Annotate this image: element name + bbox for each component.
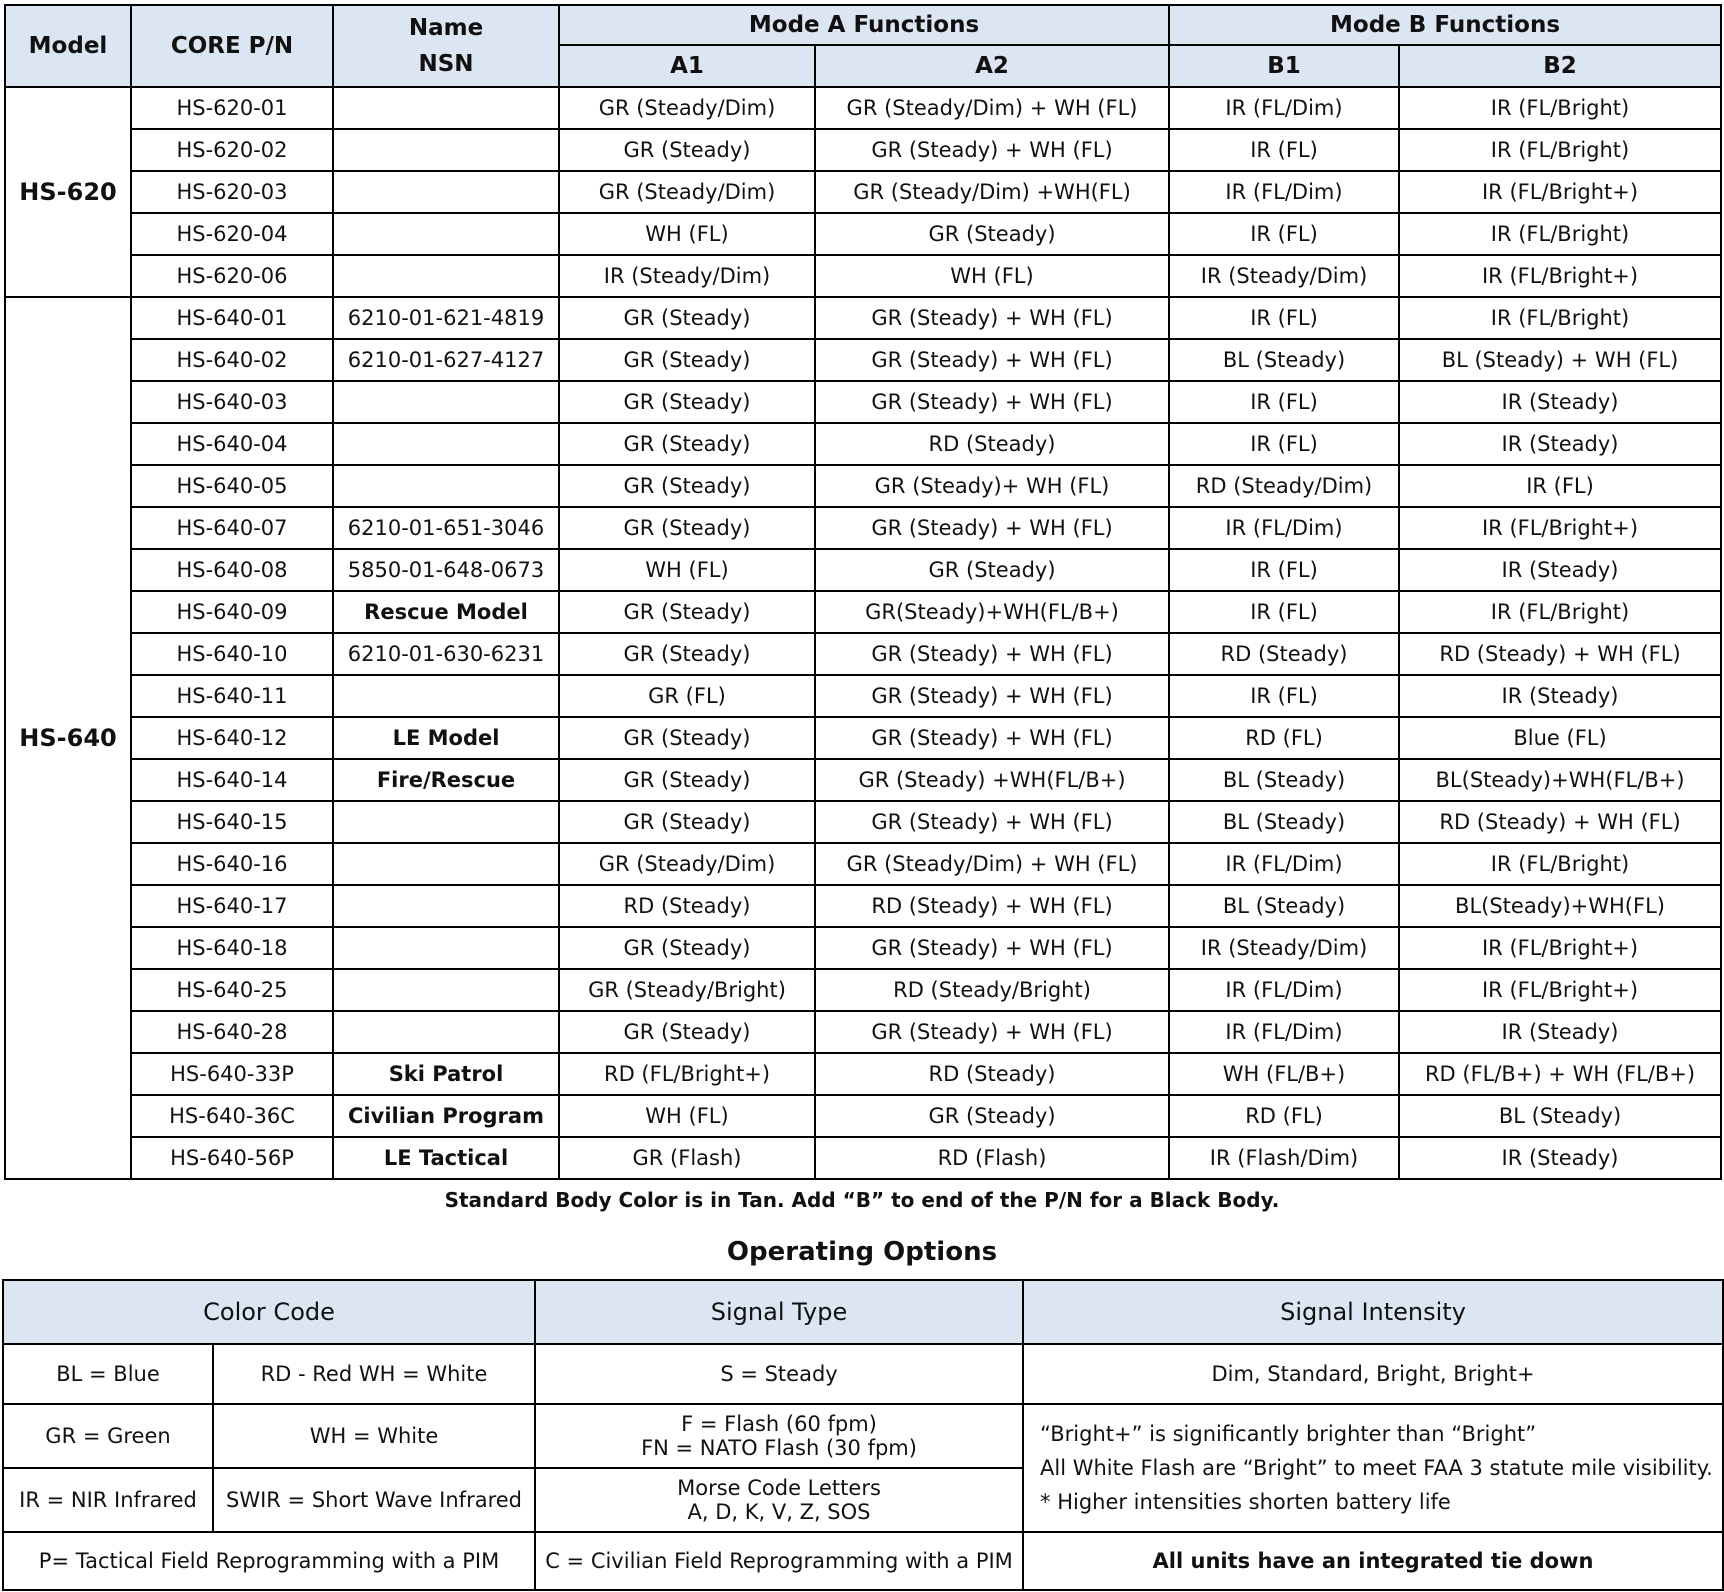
a1-cell: GR (Steady/Dim) bbox=[559, 171, 815, 213]
nsn-cell: Ski Patrol bbox=[333, 1053, 559, 1095]
header-b2: B2 bbox=[1399, 45, 1721, 87]
intensity-note: “Bright+” is significantly brighter than “Bright” bbox=[1040, 1422, 1537, 1446]
nsn-cell bbox=[333, 129, 559, 171]
a2-cell: GR (Steady) + WH (FL) bbox=[815, 1011, 1169, 1053]
a2-cell: GR (Steady) +WH(FL/B+) bbox=[815, 759, 1169, 801]
table-row bbox=[5, 1011, 1721, 1053]
a1-cell: GR (Steady) bbox=[559, 927, 815, 969]
nsn-cell: LE Tactical bbox=[333, 1137, 559, 1179]
b1-cell: IR (Steady/Dim) bbox=[1169, 927, 1399, 969]
nsn-cell bbox=[333, 843, 559, 885]
a1-cell: WH (FL) bbox=[559, 549, 815, 591]
b2-cell: IR (FL) bbox=[1399, 465, 1721, 507]
table-row bbox=[5, 507, 1721, 549]
b1-cell: BL (Steady) bbox=[1169, 885, 1399, 927]
b2-cell: RD (Steady) + WH (FL) bbox=[1399, 633, 1721, 675]
b1-cell: IR (FL/Dim) bbox=[1169, 843, 1399, 885]
core-pn-cell: HS-620-04 bbox=[131, 213, 333, 255]
nsn-cell bbox=[333, 801, 559, 843]
b1-cell: RD (Steady/Dim) bbox=[1169, 465, 1399, 507]
operating-options-title: Operating Options bbox=[726, 1237, 998, 1267]
nsn-cell bbox=[333, 255, 559, 297]
a2-cell: GR (Steady) bbox=[815, 1095, 1169, 1137]
signal-type-steady: S = Steady bbox=[535, 1344, 1023, 1404]
b1-cell: IR (FL) bbox=[1169, 591, 1399, 633]
core-pn-cell: HS-640-07 bbox=[131, 507, 333, 549]
table-row bbox=[5, 465, 1721, 507]
b2-cell: IR (Steady) bbox=[1399, 1011, 1721, 1053]
table-row bbox=[5, 1137, 1721, 1179]
a1-cell: GR (Steady) bbox=[559, 591, 815, 633]
nsn-cell: Rescue Model bbox=[333, 591, 559, 633]
intensity-notes bbox=[1023, 1404, 1723, 1532]
core-pn-cell: HS-620-01 bbox=[131, 87, 333, 129]
tie-down-note: All units have an integrated tie down bbox=[1023, 1532, 1723, 1590]
color-code-gr: GR = Green bbox=[3, 1404, 213, 1468]
b1-cell: IR (FL/Dim) bbox=[1169, 171, 1399, 213]
nsn-cell bbox=[333, 423, 559, 465]
a2-cell: GR (Steady) bbox=[815, 213, 1169, 255]
table-row bbox=[5, 633, 1721, 675]
b2-cell: IR (FL/Bright) bbox=[1399, 591, 1721, 633]
b2-cell: IR (Steady) bbox=[1399, 549, 1721, 591]
header-signal-intensity: Signal Intensity bbox=[1023, 1280, 1723, 1344]
b1-cell: IR (FL) bbox=[1169, 297, 1399, 339]
b2-cell: RD (FL/B+) + WH (FL/B+) bbox=[1399, 1053, 1721, 1095]
table-row bbox=[5, 87, 1721, 129]
core-pn-cell: HS-640-18 bbox=[131, 927, 333, 969]
b2-cell: BL(Steady)+WH(FL) bbox=[1399, 885, 1721, 927]
color-code-ir: IR = NIR Infrared bbox=[3, 1468, 213, 1532]
b2-cell: IR (FL/Bright+) bbox=[1399, 969, 1721, 1011]
header-color-code: Color Code bbox=[3, 1280, 535, 1344]
core-pn-cell: HS-640-03 bbox=[131, 381, 333, 423]
a1-cell: WH (FL) bbox=[559, 1095, 815, 1137]
table-row bbox=[5, 801, 1721, 843]
a2-cell: GR (Steady/Dim) + WH (FL) bbox=[815, 843, 1169, 885]
table-row bbox=[5, 381, 1721, 423]
b2-cell: IR (Steady) bbox=[1399, 1137, 1721, 1179]
nsn-cell: 5850-01-648-0673 bbox=[333, 549, 559, 591]
color-code-swir: SWIR = Short Wave Infrared bbox=[213, 1468, 535, 1532]
header-model: Model bbox=[5, 5, 131, 87]
table-row bbox=[5, 591, 1721, 633]
core-pn-cell: HS-640-01 bbox=[131, 297, 333, 339]
intensity-note: All White Flash are “Bright” to meet FAA 3 statute mile visibility. bbox=[1040, 1456, 1713, 1480]
a1-cell: GR (Steady) bbox=[559, 129, 815, 171]
core-pn-cell: HS-620-03 bbox=[131, 171, 333, 213]
b1-cell: RD (FL) bbox=[1169, 1095, 1399, 1137]
table-row bbox=[5, 843, 1721, 885]
a2-cell: GR (Steady/Dim) +WH(FL) bbox=[815, 171, 1169, 213]
b2-cell: IR (Steady) bbox=[1399, 423, 1721, 465]
core-pn-cell: HS-640-11 bbox=[131, 675, 333, 717]
a2-cell: RD (Steady) + WH (FL) bbox=[815, 885, 1169, 927]
header-signal-type: Signal Type bbox=[535, 1280, 1023, 1344]
a2-cell: GR (Steady) + WH (FL) bbox=[815, 297, 1169, 339]
b1-cell: IR (FL) bbox=[1169, 129, 1399, 171]
a1-cell: IR (Steady/Dim) bbox=[559, 255, 815, 297]
b1-cell: IR (Steady/Dim) bbox=[1169, 255, 1399, 297]
nsn-cell bbox=[333, 969, 559, 1011]
core-pn-cell: HS-640-04 bbox=[131, 423, 333, 465]
core-pn-cell: HS-640-56P bbox=[131, 1137, 333, 1179]
b2-cell: IR (FL/Bright+) bbox=[1399, 171, 1721, 213]
table-row bbox=[5, 129, 1721, 171]
core-pn-cell: HS-640-25 bbox=[131, 969, 333, 1011]
core-pn-cell: HS-640-10 bbox=[131, 633, 333, 675]
core-pn-cell: HS-620-06 bbox=[131, 255, 333, 297]
nsn-cell: 6210-01-651-3046 bbox=[333, 507, 559, 549]
a1-cell: GR (Steady) bbox=[559, 1011, 815, 1053]
b2-cell: RD (Steady) + WH (FL) bbox=[1399, 801, 1721, 843]
b1-cell: IR (FL) bbox=[1169, 549, 1399, 591]
a2-cell: GR (Steady) + WH (FL) bbox=[815, 927, 1169, 969]
a2-cell: WH (FL) bbox=[815, 255, 1169, 297]
table-row bbox=[5, 549, 1721, 591]
core-pn-cell: HS-640-28 bbox=[131, 1011, 333, 1053]
a1-cell: GR (Steady) bbox=[559, 339, 815, 381]
nsn-cell: Fire/Rescue bbox=[333, 759, 559, 801]
nsn-cell bbox=[333, 465, 559, 507]
table-row bbox=[5, 1095, 1721, 1137]
a2-cell: GR (Steady/Dim) + WH (FL) bbox=[815, 87, 1169, 129]
operating-options-table bbox=[2, 1279, 1724, 1591]
b2-cell: IR (FL/Bright) bbox=[1399, 297, 1721, 339]
b1-cell: IR (FL) bbox=[1169, 213, 1399, 255]
table-row bbox=[5, 339, 1721, 381]
a2-cell: GR (Steady) + WH (FL) bbox=[815, 801, 1169, 843]
a1-cell: GR (Steady) bbox=[559, 423, 815, 465]
a2-cell: GR (Steady)+ WH (FL) bbox=[815, 465, 1169, 507]
intensity-levels: Dim, Standard, Bright, Bright+ bbox=[1023, 1344, 1723, 1404]
b2-cell: IR (FL/Bright) bbox=[1399, 213, 1721, 255]
color-code-wh: WH = White bbox=[213, 1404, 535, 1468]
p-reprogramming-note: P= Tactical Field Reprogramming with a PIM bbox=[3, 1532, 535, 1590]
b1-cell: IR (FL/Dim) bbox=[1169, 1011, 1399, 1053]
models-table bbox=[4, 4, 1722, 1180]
header-core-pn: CORE P/N bbox=[131, 5, 333, 87]
core-pn-cell: HS-640-33P bbox=[131, 1053, 333, 1095]
a1-cell: GR (FL) bbox=[559, 675, 815, 717]
a2-cell: GR (Steady) + WH (FL) bbox=[815, 339, 1169, 381]
table-row bbox=[5, 297, 1721, 339]
nsn-cell bbox=[333, 87, 559, 129]
morse-letters: A, D, K, V, Z, SOS bbox=[687, 1500, 871, 1524]
b1-cell: RD (Steady) bbox=[1169, 633, 1399, 675]
b2-cell: IR (FL/Bright+) bbox=[1399, 507, 1721, 549]
a2-cell: GR (Steady) + WH (FL) bbox=[815, 381, 1169, 423]
a1-cell: GR (Steady) bbox=[559, 297, 815, 339]
header-mode-a: Mode A Functions bbox=[559, 5, 1169, 45]
a1-cell: GR (Steady) bbox=[559, 759, 815, 801]
core-pn-cell: HS-640-12 bbox=[131, 717, 333, 759]
b1-cell: BL (Steady) bbox=[1169, 801, 1399, 843]
a1-cell: GR (Steady) bbox=[559, 633, 815, 675]
b2-cell: IR (FL/Bright) bbox=[1399, 129, 1721, 171]
a2-cell: GR (Steady) + WH (FL) bbox=[815, 507, 1169, 549]
nsn-cell bbox=[333, 381, 559, 423]
a2-cell: GR (Steady) + WH (FL) bbox=[815, 129, 1169, 171]
intensity-note: * Higher intensities shorten battery life bbox=[1040, 1490, 1451, 1514]
table-row bbox=[5, 213, 1721, 255]
a1-cell: GR (Steady/Dim) bbox=[559, 843, 815, 885]
header-a2: A2 bbox=[815, 45, 1169, 87]
b1-cell: IR (FL/Dim) bbox=[1169, 969, 1399, 1011]
b2-cell: IR (Steady) bbox=[1399, 381, 1721, 423]
models-table-body bbox=[5, 87, 1721, 1179]
nsn-cell bbox=[333, 885, 559, 927]
a1-cell: RD (FL/Bright+) bbox=[559, 1053, 815, 1095]
b2-cell: IR (Steady) bbox=[1399, 675, 1721, 717]
a1-cell: WH (FL) bbox=[559, 213, 815, 255]
core-pn-cell: HS-640-05 bbox=[131, 465, 333, 507]
core-pn-cell: HS-640-36C bbox=[131, 1095, 333, 1137]
b2-cell: BL(Steady)+WH(FL/B+) bbox=[1399, 759, 1721, 801]
core-pn-cell: HS-640-02 bbox=[131, 339, 333, 381]
b1-cell: RD (FL) bbox=[1169, 717, 1399, 759]
table-row bbox=[5, 423, 1721, 465]
nsn-cell: 6210-01-627-4127 bbox=[333, 339, 559, 381]
a2-cell: GR(Steady)+WH(FL/B+) bbox=[815, 591, 1169, 633]
b1-cell: IR (FL/Dim) bbox=[1169, 87, 1399, 129]
model-cell: HS-640 bbox=[5, 297, 131, 1179]
nsn-cell: 6210-01-621-4819 bbox=[333, 297, 559, 339]
b2-cell: IR (FL/Bright) bbox=[1399, 843, 1721, 885]
signal-type-nato-flash: FN = NATO Flash (30 fpm) bbox=[641, 1436, 917, 1460]
nsn-cell bbox=[333, 213, 559, 255]
nsn-cell: LE Model bbox=[333, 717, 559, 759]
a2-cell: GR (Steady) bbox=[815, 549, 1169, 591]
signal-type-flash: F = Flash (60 fpm) bbox=[681, 1412, 877, 1436]
header-mode-b: Mode B Functions bbox=[1169, 5, 1721, 45]
b1-cell: BL (Steady) bbox=[1169, 339, 1399, 381]
a1-cell: GR (Steady/Bright) bbox=[559, 969, 815, 1011]
header-name-nsn bbox=[333, 5, 559, 87]
a1-cell: GR (Steady) bbox=[559, 801, 815, 843]
morse-title: Morse Code Letters bbox=[677, 1476, 881, 1500]
b1-cell: IR (Flash/Dim) bbox=[1169, 1137, 1399, 1179]
table-row bbox=[5, 885, 1721, 927]
a2-cell: RD (Flash) bbox=[815, 1137, 1169, 1179]
a1-cell: GR (Steady) bbox=[559, 717, 815, 759]
b2-cell: IR (FL/Bright) bbox=[1399, 87, 1721, 129]
header-b1: B1 bbox=[1169, 45, 1399, 87]
core-pn-cell: HS-640-14 bbox=[131, 759, 333, 801]
b2-cell: IR (FL/Bright+) bbox=[1399, 255, 1721, 297]
table-row bbox=[5, 927, 1721, 969]
table-row bbox=[5, 1053, 1721, 1095]
b1-cell: IR (FL) bbox=[1169, 675, 1399, 717]
core-pn-cell: HS-620-02 bbox=[131, 129, 333, 171]
core-pn-cell: HS-640-17 bbox=[131, 885, 333, 927]
table-row bbox=[5, 969, 1721, 1011]
color-code-bl: BL = Blue bbox=[3, 1344, 213, 1404]
a2-cell: RD (Steady) bbox=[815, 423, 1169, 465]
core-pn-cell: HS-640-15 bbox=[131, 801, 333, 843]
a1-cell: GR (Steady) bbox=[559, 381, 815, 423]
b1-cell: IR (FL/Dim) bbox=[1169, 507, 1399, 549]
a2-cell: GR (Steady) + WH (FL) bbox=[815, 675, 1169, 717]
a2-cell: RD (Steady) bbox=[815, 1053, 1169, 1095]
nsn-cell bbox=[333, 675, 559, 717]
model-cell: HS-620 bbox=[5, 87, 131, 297]
b2-cell: BL (Steady) + WH (FL) bbox=[1399, 339, 1721, 381]
signal-type-flash-cell bbox=[535, 1404, 1023, 1468]
b1-cell: BL (Steady) bbox=[1169, 759, 1399, 801]
a1-cell: RD (Steady) bbox=[559, 885, 815, 927]
header-name: Name bbox=[408, 15, 484, 41]
b2-cell: IR (FL/Bright+) bbox=[1399, 927, 1721, 969]
table-row bbox=[5, 255, 1721, 297]
nsn-cell bbox=[333, 171, 559, 213]
a1-cell: GR (Steady) bbox=[559, 465, 815, 507]
table-row bbox=[5, 759, 1721, 801]
b1-cell: WH (FL/B+) bbox=[1169, 1053, 1399, 1095]
nsn-cell: 6210-01-630-6231 bbox=[333, 633, 559, 675]
b1-cell: IR (FL) bbox=[1169, 381, 1399, 423]
a2-cell: RD (Steady/Bright) bbox=[815, 969, 1169, 1011]
color-code-rd: RD - Red WH = White bbox=[213, 1344, 535, 1404]
core-pn-cell: HS-640-09 bbox=[131, 591, 333, 633]
core-pn-cell: HS-640-08 bbox=[131, 549, 333, 591]
table-row bbox=[5, 675, 1721, 717]
body-color-note: Standard Body Color is in Tan. Add “B” to end of the P/N for a Black Body. bbox=[444, 1188, 1280, 1212]
nsn-cell bbox=[333, 927, 559, 969]
nsn-cell bbox=[333, 1011, 559, 1053]
a2-cell: GR (Steady) + WH (FL) bbox=[815, 633, 1169, 675]
core-pn-cell: HS-640-16 bbox=[131, 843, 333, 885]
b2-cell: BL (Steady) bbox=[1399, 1095, 1721, 1137]
signal-type-morse-cell bbox=[535, 1468, 1023, 1532]
a2-cell: GR (Steady) + WH (FL) bbox=[815, 717, 1169, 759]
b2-cell: Blue (FL) bbox=[1399, 717, 1721, 759]
a1-cell: GR (Steady) bbox=[559, 507, 815, 549]
b1-cell: IR (FL) bbox=[1169, 423, 1399, 465]
nsn-cell: Civilian Program bbox=[333, 1095, 559, 1137]
header-nsn: NSN bbox=[418, 51, 474, 77]
table-row bbox=[5, 171, 1721, 213]
a1-cell: GR (Flash) bbox=[559, 1137, 815, 1179]
c-reprogramming-note: C = Civilian Field Reprogramming with a PIM bbox=[535, 1532, 1023, 1590]
header-a1: A1 bbox=[559, 45, 815, 87]
table-row bbox=[5, 717, 1721, 759]
a1-cell: GR (Steady/Dim) bbox=[559, 87, 815, 129]
